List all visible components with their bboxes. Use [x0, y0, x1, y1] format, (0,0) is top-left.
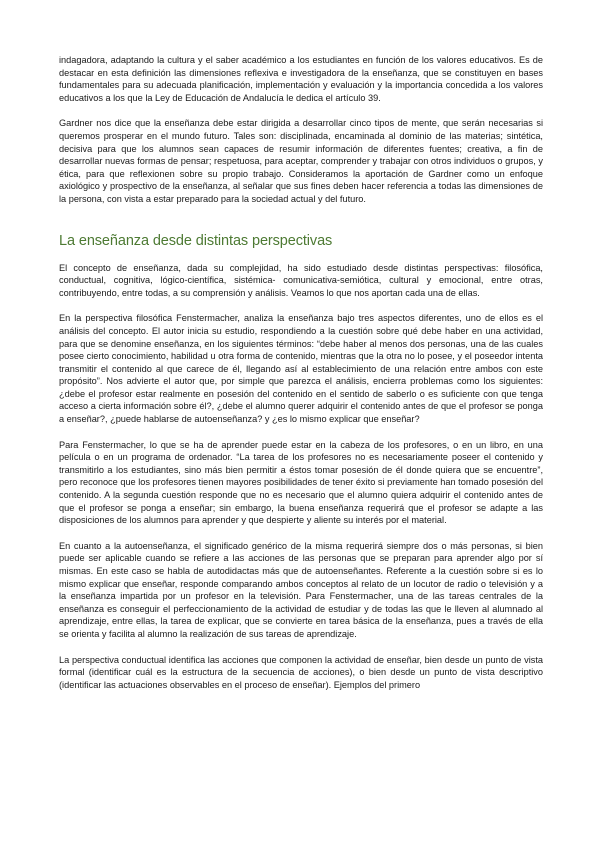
paragraph: En la perspectiva filosófica Fenstermacher, analiza la enseñanza bajo tres aspectos diferentes, uno de ellos es el análisis del concepto. El autor inicia su estudio, respondiendo a la cuestión sobre qué debe haber en una actividad, para que se denomine enseñanza, en los siguientes términos: “debe haber al menos dos personas, una de las cuales posee cierto conocimiento, habilidad u otra forma de contenido, mientras que la otra no lo posee, y el poseedor intenta transmitir el contenido al que carece de él, llegando así al establecimiento de una relación entre ambos con este propósito”. Nos advierte el autor que, por simple que parezca el análisis, encierra problemas como los siguientes: ¿debe el profesor estar realmente en posesión del contenido en el sentido de saberlo o es suficiente con que tenga acceso a cierta información sobre él?, ¿debe el alumno querer adquirir el contenido antes de que el profesor se ponga a enseñar?, ¿puede hablarse de autoenseñanza? y ¿es lo mismo explicar que enseñar?	[59, 313, 543, 425]
paragraph: Gardner nos dice que la enseñanza debe estar dirigida a desarrollar cinco tipos de mente, que serán necesarias si queremos prosperar en el mundo futuro. Tales son: disciplinada, encaminada al dominio de las materias; sintética, decisiva para que los alumnos sean capaces de resumir información de diferentes fuentes; creativa, a fin de desarrollar nuevas formas de pensar; respetuosa, para aceptar, comprender y trabajar con otros individuos o grupos, y ética, para que reflexionen sobre su propio trabajo. Consideramos la aportación de Gardner como un enfoque axiológico y prospectivo de la enseñanza, al señalar que sus fines deben hacer referencia a todas las dimensiones de la persona, con vista a estar preparado para la sociedad actual y del futuro.	[59, 118, 543, 204]
paragraph: indagadora, adaptando la cultura y el saber académico a los estudiantes en función de los valores educativos. Es de destacar en esta definición las dimensiones reflexiva e investigadora de la enseñanza, que se constituyen en bases fundamentales para su adecuada planificación, implementación y evaluación y la importancia concedida a los valores educativos a los que la Ley de Educación de Andalucía le dedica el artículo 39.	[59, 55, 543, 103]
paragraph: La perspectiva conductual identifica las acciones que componen la actividad de enseñar, bien desde un punto de vista formal (identificar cuál es la estructura de la secuencia de acciones), o bien desde un punto de vista descriptivo (identificar las actuaciones observables en el proceso de enseñar). Ejemplos del primero	[59, 654, 543, 690]
section-heading: La enseñanza desde distintas perspectivas	[59, 232, 333, 249]
paragraph: El concepto de enseñanza, dada su complejidad, ha sido estudiado desde distintas perspectivas: filosófica, conductual, cognitiva, lógico-científica, sistémica- comunicativa-semiótica, cultural y emocional, entre otras, contribuyendo, entre todas, a su comprensión y análisis. Veamos lo que nos aportan cada una de ellas.	[59, 262, 543, 298]
paragraph: En cuanto a la autoenseñanza, el significado genérico de la misma requerirá siempre dos o más personas, si bien puede ser aplicable cuando se refiere a las acciones de las personas que se preparan para aprender algo por sí mismas. En este caso se habla de autodidactas más que de autoenseñantes. Referente a la cuestión sobre si es lo mismo explicar que enseñar, responde comparando ambos conceptos al relato de un locutor de radio o televisión y a la enseñanza impartida por un profesor en la televisión. Para Fenstermacher, una de las tareas centrales de la enseñanza es conseguir el perfeccionamiento de la actividad de estudiar y de todas las que le lleven al alumnado al aprendizaje, entre ellas, la tarea de explicar, que se convierte en tarea básica de la enseñanza, pues a través de ella se orienta y facilita al alumno la realización de sus tareas de aprendizaje.	[59, 540, 543, 639]
document-page	[59, 54, 543, 704]
paragraph: Para Fenstermacher, lo que se ha de aprender puede estar en la cabeza de los profesores, o en un libro, en una película o en un programa de ordenador. “La tarea de los profesores no es necesariamente poseer el contenido y transmitirlo a los estudiantes, sino más bien permitir a éstos tomar posesión de él donde quiera que se encuentre”, pero reconoce que los profesores tienen mayores posibilidades de tener éxito si previamente han tomado posesión del contenido. A la segunda cuestión responde que no es necesario que el alumno quiera adquirir el contenido antes de que el profesor se ponga a enseñar; sin embargo, la buena enseñanza requerirá que el profesor se adapte a las disposiciones de los alumnos para aprender y que despierte y aliente su interés por el material.	[59, 439, 543, 526]
